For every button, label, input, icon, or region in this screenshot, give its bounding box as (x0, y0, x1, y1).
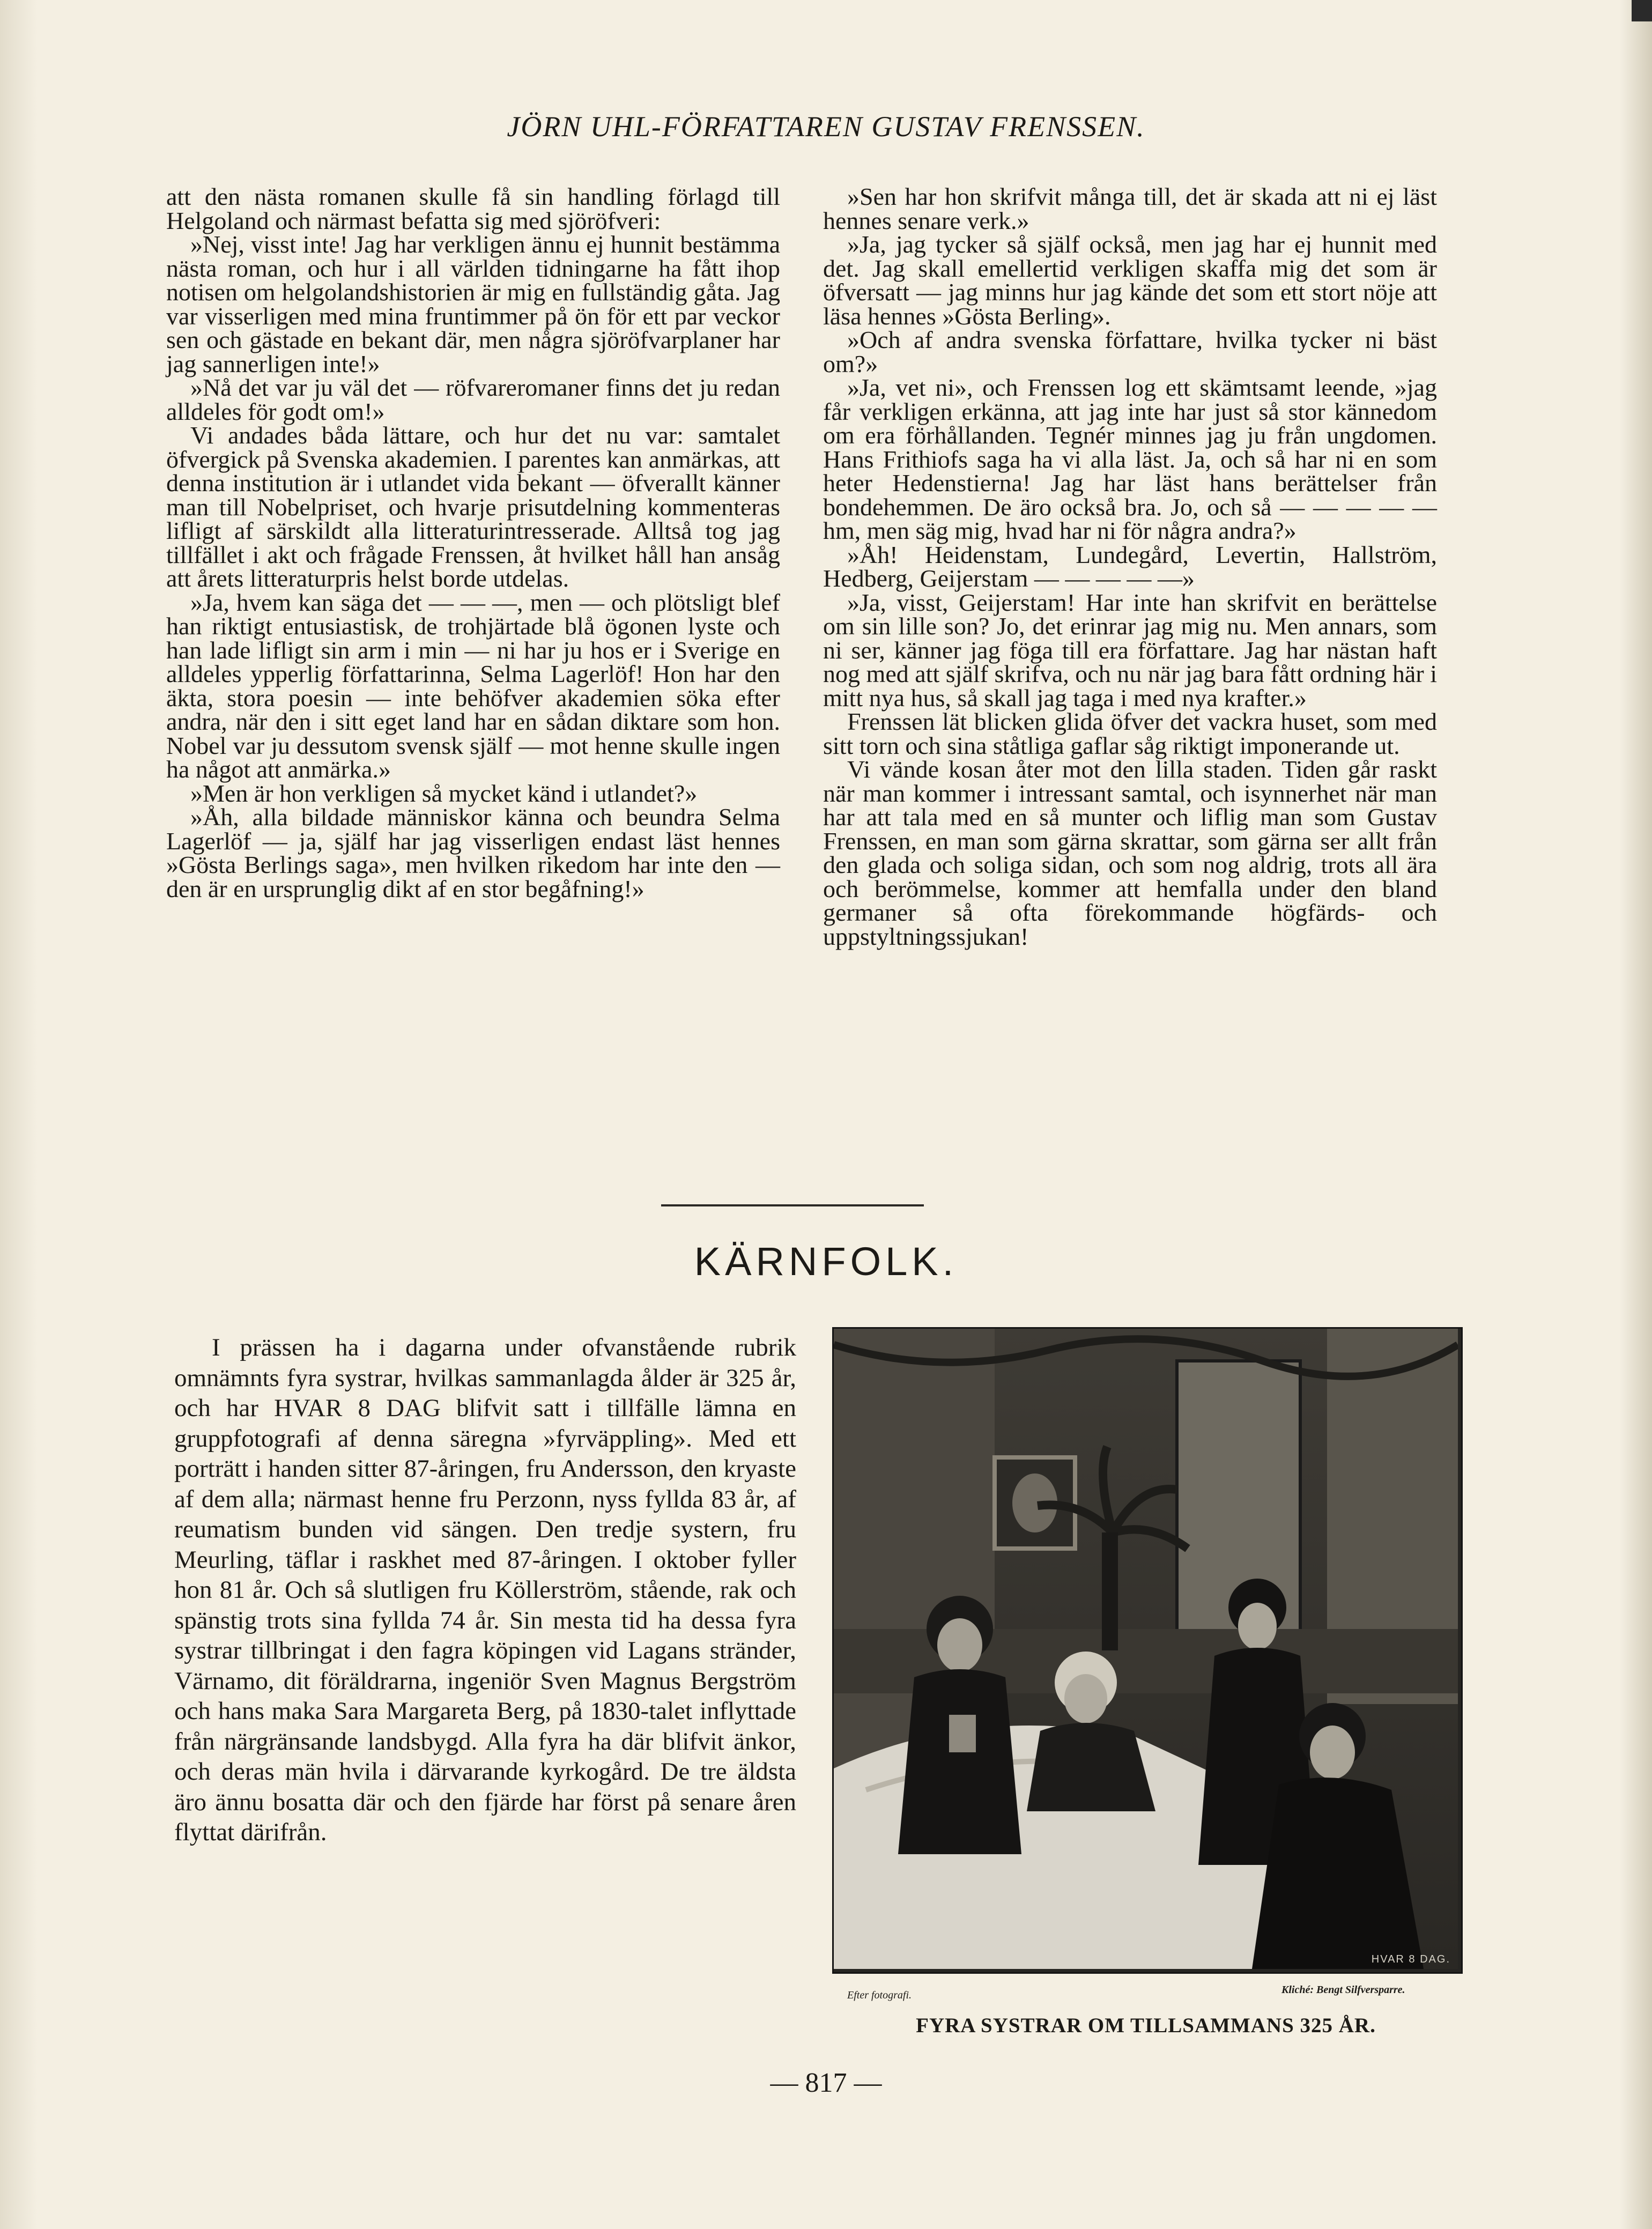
photo-caption: FYRA SYSTRAR OM TILLSAMMANS 325 ÅR. (916, 2014, 1376, 2037)
photo-credit-right: Kliché: Bengt Silfversparre. (1281, 1984, 1405, 1996)
paragraph: »Ja, jag tycker så själf också, men jag har ej hunnit med det. Jag skall emellertid verkligen skaffa mig det som är öfversatt — jag minns hur jag kände det som ett stort nöje att läsa hennes »Gösta Berling». (823, 231, 1437, 330)
paragraph: »Ja, vet ni», och Frenssen log ett skämtsamt leende, »jag får verkligen erkänna, att jag inte har just så stor kännedom om era förhållanden. Tegnér minnes jag ju från ungdomen. Hans Frithiofs saga ha vi alla läst. Ja, och så har ni en som heter Hedenstierna! Jag har läst hans berättelser från bondehemmen. De äro också bra. Jo, och så — — — — — hm, men säg mig, hvad har ni för några andra?» (823, 374, 1437, 544)
paragraph: »Åh! Heidenstam, Lundegård, Levertin, Hallström, Hedberg, Geijerstam — — — — —» (823, 540, 1437, 592)
group-photograph (832, 1327, 1463, 1974)
paragraph: Frenssen lät blicken glida öfver det vackra huset, som med sitt torn och sina ståtliga gaflar såg riktigt imponerande ut. (823, 708, 1437, 759)
paragraph: »Ja, hvem kan säga det — — —, men — och plötsligt blef han riktigt entusiastisk, de trohjärtade blå ögonen lyste och han lade lifligt sin arm i min — ni har ju hos er i Sverige en alldeles ypperlig författarinna, Selma Lagerlöf! Hon har den äkta, stora poesin — inte behöfver akademien söka efter andra, när den i sitt eget land har en sådan diktare som hon. Nobel var ju dessutom svensk själf — mot henne skulle ingen ha något att anmärka.» (166, 588, 780, 783)
paragraph: »Åh, alla bildade människor känna och beundra Selma Lagerlöf — ja, själf har jag visserligen endast läst hennes »Gösta Berlings saga», men hvilken rikedom har inte den — den är en ursprunglig dikt af en stor begåfning!» (166, 803, 780, 902)
paragraph: »Ja, visst, Geijerstam! Har inte han skrifvit en berättelse om sin lille son? Jo, det erinrar jag mig nu. Men annars, som ni ser, känner jag föga till era författare. Jag har nästan haft nog med att själf skrifva, och nu när jag bara fått ordning här i mitt nya hus, så skall jag taga i med nya krafter.» (823, 588, 1437, 712)
paragraph: »Men är hon verkligen så mycket känd i utlandet?» (190, 779, 698, 807)
article-body (174, 1332, 796, 1848)
photo-credit-left: Efter fotografi. (847, 1989, 912, 2001)
photo-watermark: HVAR 8 DAG. (1371, 1953, 1450, 1965)
paragraph: Vi andades båda lättare, och hur det nu var: samtalet öfvergick på Svenska akademien. I parentes kan anmärkas, att denna institution är i utlandet vida bekant — öfverallt känner man till Nobelpriset, och hvarje prisutdelning kommenteras lifligt af särskildt alla litteraturintresserade. Alltså tog jag tillfället i akt och frågade Frenssen, åt hvilket håll han ansåg att årets litteraturpris helst borde utdelas. (166, 421, 780, 592)
scan-edge-right (1620, 0, 1652, 2229)
paragraph: »Nej, visst inte! Jag har verkligen ännu ej hunnit bestämma nästa roman, och hur i all världen tidningarne ha fått ihop notisen om helgolandshistorien är mig en fullständig gåta. Jag var visserligen med mina fruntimmer på ön för ett par veckor sen och gästade en bekant där, men några sjöröfvarplaner har jag sannerligen inte!» (166, 231, 780, 377)
paragraph: »Sen har hon skrifvit många till, det är skada att ni ej läst hennes senare verk.» (823, 183, 1437, 234)
paragraph: att den nästa romanen skulle få sin handling förlagd till Helgoland och närmast befatta sig med sjöröfveri: (166, 183, 780, 234)
right-text-column (823, 185, 1437, 949)
scan-edge-left (0, 0, 38, 2229)
left-text-column (166, 185, 780, 901)
photo-illustration (834, 1329, 1458, 1969)
page-number: — 817 — (770, 2068, 882, 2098)
article-paragraph: I prässen ha i dagarna under ofvanstående rubrik omnämnts fyra systrar, hvilkas sammanlagda ålder är 325 år, och har HVAR 8 DAG blifvit satt i tillfälle lämna en gruppfotografi af denna säregna »fyrväppling». Med ett porträtt i handen sitter 87-åringen, fru Andersson, den kryaste af dem alla; närmast henne fru Perzonn, nyss fyllda 83 år, af reumatism bunden vid sängen. Den tredje systern, fru Meurling, täflar i raskhet med 87-åringen. I oktober fyller hon 81 år. Och så slutligen fru Köllerström, stående, rak och spänstig trots sina fyllda 74 år. Sin mesta tid ha dessa fyra systrar tillbringat i den fagra köpingen vid Lagans stränder, Värnamo, dit föräldrarna, ingeniör Sven Magnus Bergström och hans maka Sara Margareta Berg, på 1830-talet inflyttade från närgränsande landsbygd. Alla fyra ha där blifvit änkor, och deras män hvila i därvarande kyrkogård. De tre äldsta äro ännu bosatta där och den fjärde har först på senare åren flyttat därifrån. (174, 1334, 796, 1846)
section-divider (661, 1204, 924, 1206)
running-header: JÖRN UHL-FÖRFATTAREN GUSTAV FRENSSEN. (507, 110, 1145, 143)
paragraph: »Nå det var ju väl det — röfvareromaner finns det ju redan alldeles för godt om!» (166, 374, 780, 425)
scan-corner-mark (1632, 0, 1652, 21)
paragraph: »Och af andra svenska författare, hvilka tycker ni bäst om?» (823, 326, 1437, 377)
section-title: KÄRNFOLK. (694, 1239, 958, 1284)
paragraph: Vi vände kosan åter mot den lilla staden. Tiden går raskt när man kommer i intressant samtal, och isynnerhet när man har att tala med en så munter och liflig man som Gustav Frenssen, en man som gärna skrattar, som gärna ser allt från den glada och soliga sidan, och som nog aldrig, trots all ära och berömmelse, kommer att hemfalla under den bland germaner så ofta förekommande högfärds- och uppstyltningssjukan! (823, 756, 1437, 950)
